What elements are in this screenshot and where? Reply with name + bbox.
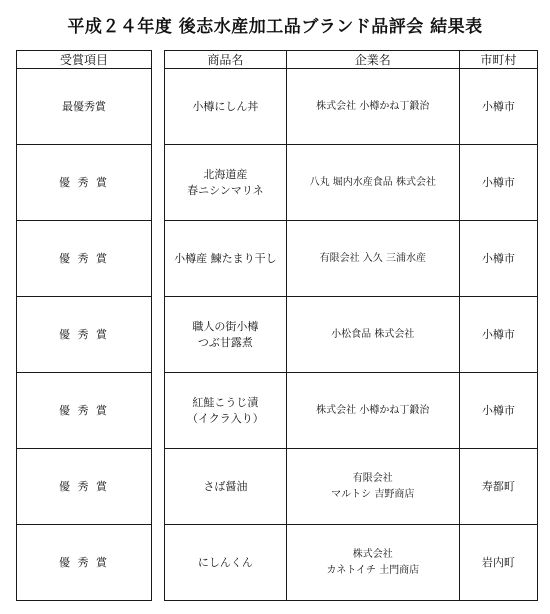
table-row bbox=[165, 297, 538, 373]
product-line: 小樽にしん丼 bbox=[192, 99, 259, 113]
award-cell: 優 秀 賞 bbox=[17, 373, 152, 449]
product-line: 紅鮭こうじ漬 bbox=[192, 395, 259, 409]
product-line: 春ニシンマリネ bbox=[187, 183, 264, 197]
product-line: （イクラ入り） bbox=[186, 411, 264, 425]
product-cell bbox=[165, 221, 287, 297]
table-row bbox=[165, 69, 538, 145]
product-line: 職人の街小樽 bbox=[192, 319, 259, 333]
company-cell bbox=[286, 373, 459, 449]
product-line: にしんくん bbox=[197, 555, 253, 569]
company-line: 有限会社 bbox=[352, 472, 393, 484]
product-cell bbox=[165, 69, 287, 145]
company-cell bbox=[286, 69, 459, 145]
city-cell: 小樽市 bbox=[459, 297, 537, 373]
award-cell: 優 秀 賞 bbox=[17, 449, 152, 525]
city-cell: 小樽市 bbox=[459, 145, 537, 221]
award-cell: 優 秀 賞 bbox=[17, 221, 152, 297]
company-line: 株式会社 小樽かね丁鍛治 bbox=[316, 404, 430, 416]
award-cell: 優 秀 賞 bbox=[17, 145, 152, 221]
product-line: つぶ甘露煮 bbox=[197, 335, 253, 349]
award-cell: 最優秀賞 bbox=[17, 69, 152, 145]
award-table bbox=[16, 50, 152, 601]
company-cell bbox=[286, 221, 459, 297]
company-cell bbox=[286, 145, 459, 221]
results-table bbox=[164, 50, 538, 601]
product-line: 北海道産 bbox=[203, 167, 248, 181]
table-row bbox=[165, 221, 538, 297]
company-cell bbox=[286, 525, 459, 601]
city-cell: 小樽市 bbox=[459, 221, 537, 297]
award-cell: 優 秀 賞 bbox=[17, 525, 152, 601]
product-line: さば醤油 bbox=[203, 479, 248, 493]
company-cell bbox=[286, 297, 459, 373]
city-cell: 小樽市 bbox=[459, 69, 537, 145]
company-line: 有限会社 入久 三浦水産 bbox=[319, 252, 426, 264]
award-cell: 優 秀 賞 bbox=[17, 297, 152, 373]
table-row bbox=[165, 373, 538, 449]
company-header: 企業名 bbox=[286, 51, 459, 69]
award-header: 受賞項目 bbox=[17, 51, 152, 69]
table-row bbox=[165, 449, 538, 525]
product-cell bbox=[165, 525, 287, 601]
company-cell bbox=[286, 449, 459, 525]
table-row bbox=[165, 145, 538, 221]
city-header: 市町村 bbox=[459, 51, 537, 69]
product-cell bbox=[165, 297, 287, 373]
company-line: カネトイチ 土門商店 bbox=[326, 564, 420, 576]
product-header: 商品名 bbox=[165, 51, 287, 69]
company-line: 株式会社 小樽かね丁鍛治 bbox=[316, 100, 430, 112]
city-cell: 岩内町 bbox=[459, 525, 537, 601]
company-line: マルトシ 吉野商店 bbox=[331, 488, 415, 500]
company-line: 小松食品 株式会社 bbox=[331, 328, 415, 340]
city-cell: 寿都町 bbox=[459, 449, 537, 525]
table-row bbox=[165, 525, 538, 601]
page-title: 平成２４年度 後志水産加工品ブランド品評会 結果表 bbox=[67, 17, 483, 37]
company-line: 八丸 堀内水産食品 株式会社 bbox=[309, 176, 436, 188]
product-cell bbox=[165, 145, 287, 221]
product-cell bbox=[165, 373, 287, 449]
company-line: 株式会社 bbox=[352, 548, 393, 560]
city-cell: 小樽市 bbox=[459, 373, 537, 449]
product-line: 小樽産 鰊たまり干し bbox=[174, 251, 277, 265]
product-cell bbox=[165, 449, 287, 525]
